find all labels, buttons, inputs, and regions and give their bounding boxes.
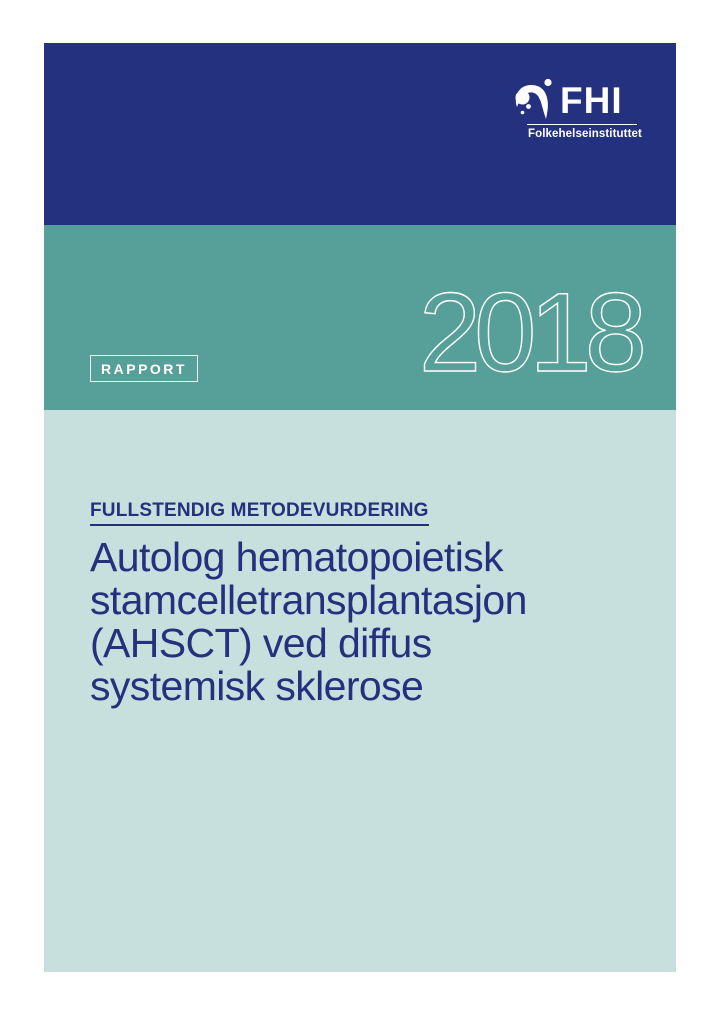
year-band [44, 225, 676, 410]
logo-divider [527, 124, 637, 125]
report-title-line: Autolog hematopoietisk [90, 534, 504, 580]
header-band [44, 43, 676, 225]
fhi-swoosh-mark-icon [512, 78, 556, 120]
fhi-logo-name: Folkehelseinstituttet [528, 128, 642, 140]
report-title [90, 536, 636, 708]
report-category-kicker: FULLSTENDIG METODEVURDERING [90, 500, 429, 526]
report-title-line: stamcelletransplantasjon [90, 577, 527, 624]
report-type-badge: RAPPORT [90, 355, 198, 382]
title-band [44, 410, 676, 972]
fhi-logo-acronym: FHI [560, 80, 623, 121]
cover-content [44, 43, 676, 972]
report-title-line: (AHSCT) ved diffus [90, 620, 432, 667]
report-title-line: systemisk sklerose [90, 663, 424, 710]
report-year: 2018 [418, 270, 640, 395]
fhi-logo [512, 78, 642, 142]
